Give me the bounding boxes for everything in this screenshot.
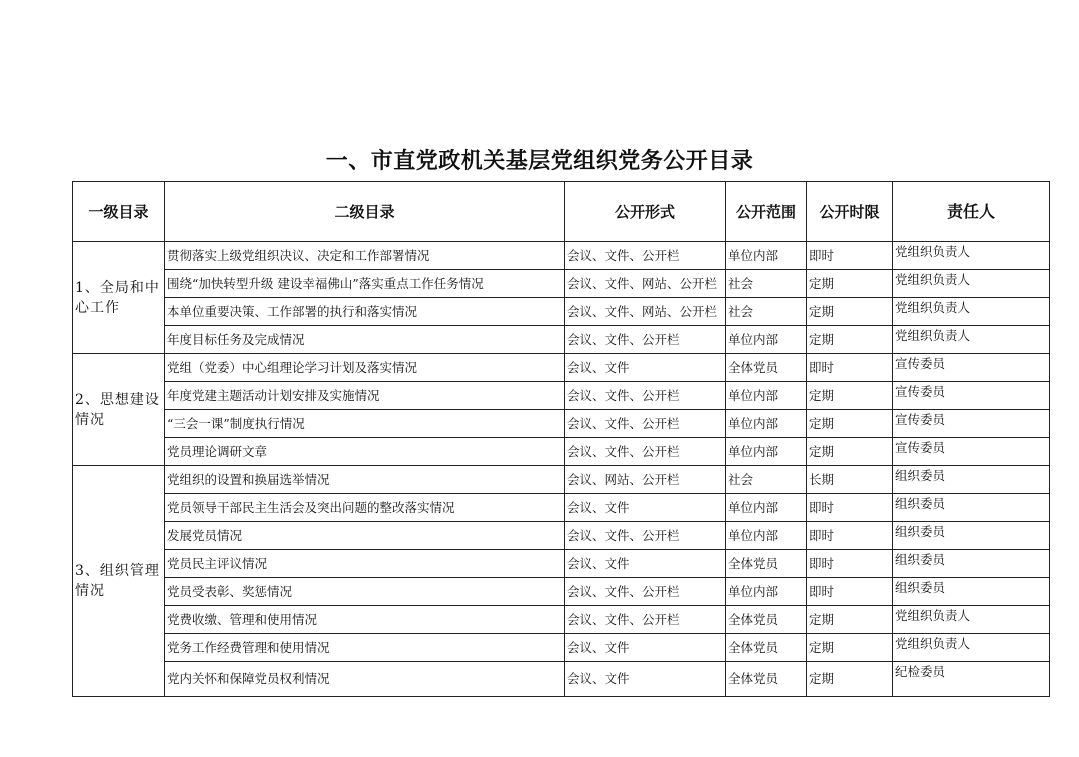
- time-cell: 即时: [807, 578, 893, 606]
- time-cell: 即时: [807, 550, 893, 578]
- table-row: [73, 298, 1050, 326]
- table-row: [73, 578, 1050, 606]
- header-time: 公开时限: [807, 182, 893, 242]
- owner-cell: 党组织负责人: [893, 270, 1050, 298]
- item-cell: 贯彻落实上级党组织决议、决定和工作部署情况: [165, 242, 565, 270]
- owner-cell: 组织委员: [893, 494, 1050, 522]
- time-cell: 定期: [807, 662, 893, 697]
- table-row: [73, 354, 1050, 382]
- form-cell: 会议、文件、公开栏: [565, 438, 726, 466]
- scope-cell: 全体党员: [726, 354, 807, 382]
- item-cell: 发展党员情况: [165, 522, 565, 550]
- scope-cell: 单位内部: [726, 242, 807, 270]
- owner-cell: 组织委员: [893, 522, 1050, 550]
- table-row: [73, 326, 1050, 354]
- item-cell: 党费收缴、管理和使用情况: [165, 606, 565, 634]
- disclosure-directory-table: [72, 181, 1050, 697]
- item-cell: 党员理论调研文章: [165, 438, 565, 466]
- form-cell: 会议、文件: [565, 634, 726, 662]
- time-cell: 定期: [807, 270, 893, 298]
- scope-cell: 社会: [726, 466, 807, 494]
- item-cell: 本单位重要决策、工作部署的执行和落实情况: [165, 298, 565, 326]
- header-row: [73, 182, 1050, 242]
- item-cell: 党员民主评议情况: [165, 550, 565, 578]
- page-title: 一、市直党政机关基层党组织党务公开目录: [325, 149, 754, 174]
- time-cell: 即时: [807, 242, 893, 270]
- scope-cell: 社会: [726, 298, 807, 326]
- table-row: [73, 494, 1050, 522]
- scope-cell: 单位内部: [726, 438, 807, 466]
- form-cell: 会议、文件: [565, 354, 726, 382]
- scope-cell: 单位内部: [726, 522, 807, 550]
- owner-cell: 宣传委员: [893, 438, 1050, 466]
- scope-cell: 单位内部: [726, 382, 807, 410]
- owner-cell: 组织委员: [893, 466, 1050, 494]
- header-level1: 一级目录: [73, 182, 165, 242]
- table-row: [73, 438, 1050, 466]
- form-cell: 会议、文件、公开栏: [565, 606, 726, 634]
- item-cell: 年度目标任务及完成情况: [165, 326, 565, 354]
- form-cell: 会议、文件、公开栏: [565, 578, 726, 606]
- owner-cell: 党组织负责人: [893, 298, 1050, 326]
- owner-cell: 宣传委员: [893, 382, 1050, 410]
- item-cell: 年度党建主题活动计划安排及实施情况: [165, 382, 565, 410]
- scope-cell: 全体党员: [726, 662, 807, 697]
- table-row: [73, 242, 1050, 270]
- owner-cell: 党组织负责人: [893, 634, 1050, 662]
- time-cell: 定期: [807, 326, 893, 354]
- owner-cell: 党组织负责人: [893, 606, 1050, 634]
- scope-cell: 单位内部: [726, 578, 807, 606]
- table-row: [73, 606, 1050, 634]
- owner-cell: 宣传委员: [893, 410, 1050, 438]
- form-cell: 会议、文件、网站、公开栏: [565, 298, 726, 326]
- table-row: [73, 662, 1050, 697]
- owner-cell: 党组织负责人: [893, 242, 1050, 270]
- item-cell: 党内关怀和保障党员权利情况: [165, 662, 565, 697]
- owner-cell: 组织委员: [893, 550, 1050, 578]
- item-cell: 围绕“加快转型升级 建设幸福佛山”落实重点工作任务情况: [165, 270, 565, 298]
- form-cell: 会议、文件、公开栏: [565, 242, 726, 270]
- category-cell: 2、思想建设情况: [73, 354, 165, 466]
- item-cell: “三会一课”制度执行情况: [165, 410, 565, 438]
- item-cell: 党组（党委）中心组理论学习计划及落实情况: [165, 354, 565, 382]
- table-row: [73, 466, 1050, 494]
- category-cell: 1、全局和中心工作: [73, 242, 165, 354]
- item-cell: 党员领导干部民主生活会及突出问题的整改落实情况: [165, 494, 565, 522]
- time-cell: 定期: [807, 298, 893, 326]
- scope-cell: 全体党员: [726, 634, 807, 662]
- scope-cell: 全体党员: [726, 606, 807, 634]
- time-cell: 定期: [807, 606, 893, 634]
- table-row: [73, 634, 1050, 662]
- form-cell: 会议、文件: [565, 494, 726, 522]
- item-cell: 党组织的设置和换届选举情况: [165, 466, 565, 494]
- form-cell: 会议、网站、公开栏: [565, 466, 726, 494]
- table-row: [73, 522, 1050, 550]
- scope-cell: 单位内部: [726, 326, 807, 354]
- form-cell: 会议、文件: [565, 662, 726, 697]
- header-scope: 公开范围: [726, 182, 807, 242]
- item-cell: 党务工作经费管理和使用情况: [165, 634, 565, 662]
- time-cell: 即时: [807, 494, 893, 522]
- form-cell: 会议、文件、公开栏: [565, 326, 726, 354]
- header-owner: 责任人: [893, 182, 1050, 242]
- form-cell: 会议、文件、公开栏: [565, 382, 726, 410]
- scope-cell: 全体党员: [726, 550, 807, 578]
- time-cell: 定期: [807, 410, 893, 438]
- owner-cell: 宣传委员: [893, 354, 1050, 382]
- owner-cell: 纪检委员: [893, 662, 1050, 697]
- item-cell: 党员受表彰、奖惩情况: [165, 578, 565, 606]
- scope-cell: 单位内部: [726, 410, 807, 438]
- scope-cell: 单位内部: [726, 494, 807, 522]
- time-cell: 长期: [807, 466, 893, 494]
- form-cell: 会议、文件、公开栏: [565, 410, 726, 438]
- form-cell: 会议、文件、公开栏: [565, 522, 726, 550]
- scope-cell: 社会: [726, 270, 807, 298]
- form-cell: 会议、文件、网站、公开栏: [565, 270, 726, 298]
- table-row: [73, 410, 1050, 438]
- table-row: [73, 382, 1050, 410]
- header-form: 公开形式: [565, 182, 726, 242]
- form-cell: 会议、文件: [565, 550, 726, 578]
- time-cell: 即时: [807, 354, 893, 382]
- time-cell: 定期: [807, 634, 893, 662]
- owner-cell: 组织委员: [893, 578, 1050, 606]
- table-row: [73, 550, 1050, 578]
- time-cell: 即时: [807, 522, 893, 550]
- table-row: [73, 270, 1050, 298]
- header-level2: 二级目录: [165, 182, 565, 242]
- time-cell: 定期: [807, 438, 893, 466]
- owner-cell: 党组织负责人: [893, 326, 1050, 354]
- time-cell: 定期: [807, 382, 893, 410]
- category-cell: 3、组织管理情况: [73, 466, 165, 697]
